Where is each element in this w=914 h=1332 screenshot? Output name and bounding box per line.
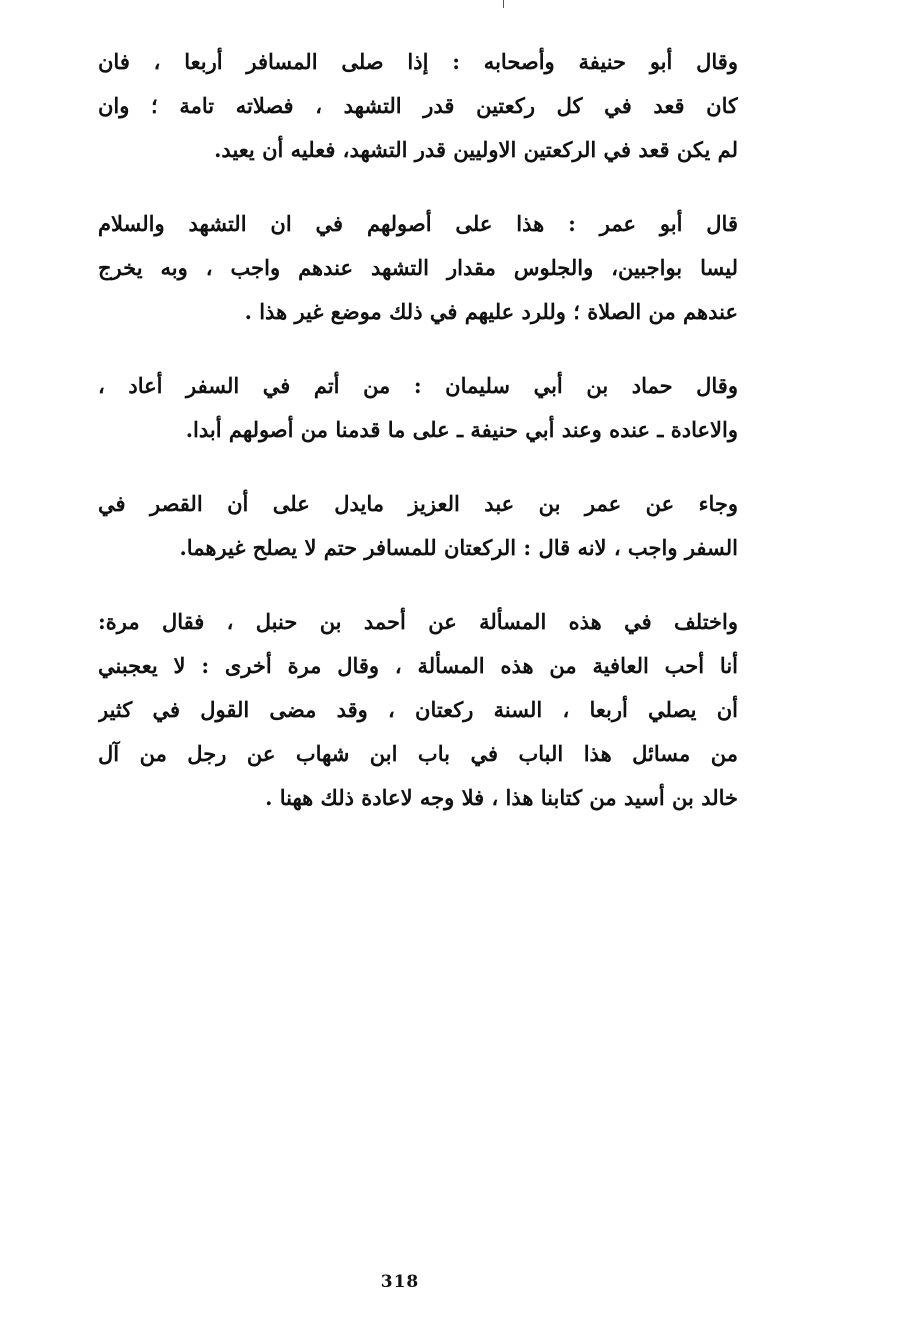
- text-line: وجاء عن عمر بن عبد العزيز مايدل على أن القصر في: [98, 491, 738, 516]
- top-margin-mark: [503, 0, 504, 8]
- text-line: قال أبو عمر : هذا على أصولهم في ان التشهد والسلام: [98, 211, 738, 236]
- paragraph-2: [98, 202, 738, 334]
- paragraph-3: [98, 364, 738, 452]
- text-line: عندهم من الصلاة ؛ وللرد عليهم في ذلك موضع غير هذا .: [244, 299, 738, 324]
- text-line: خالد بن أسيد من كتابنا هذا ، فلا وجه لاعادة ذلك ههنا .: [265, 785, 738, 810]
- text-line: واختلف في هذه المسألة عن أحمد بن حنبل ، فقال مرة:: [98, 609, 738, 634]
- text-line: لم يكن قعد في الركعتين الاوليين قدر التشهد، فعليه أن يعيد.: [214, 137, 738, 162]
- paragraph-1: [98, 40, 738, 172]
- text-line: وقال أبو حنيفة وأصحابه : إذا صلى المسافر أربعا ، فان: [98, 49, 738, 74]
- text-line: ليسا بواجبين، والجلوس مقدار التشهد عندهم واجب ، وبه يخرج: [98, 255, 738, 280]
- text-line: والاعادة ـ عنده وعند أبي حنيفة ـ على ما قدمنا من أصولهم أبدا.: [185, 417, 738, 442]
- text-line: أنا أحب العافية من هذه المسألة ، وقال مرة أخرى : لا يعجبني: [98, 653, 738, 678]
- text-line: من مسائل هذا الباب في باب ابن شهاب عن رجل من آل: [98, 741, 738, 766]
- body-text: [98, 40, 738, 850]
- paragraph-5: [98, 600, 738, 820]
- text-line: السفر واجب ، لانه قال : الركعتان للمسافر حتم لا يصلح غيرهما.: [179, 535, 738, 560]
- paragraph-4: [98, 482, 738, 570]
- text-line: كان قعد في كل ركعتين قدر التشهد ، فصلاته تامة ؛ وان: [98, 93, 738, 118]
- page-number: 318: [380, 1272, 420, 1292]
- text-line: أن يصلي أربعا ، السنة ركعتان ، وقد مضى القول في كثير: [98, 697, 738, 722]
- text-line: وقال حماد بن أبي سليمان : من أتم في السفر أعاد ،: [98, 373, 738, 398]
